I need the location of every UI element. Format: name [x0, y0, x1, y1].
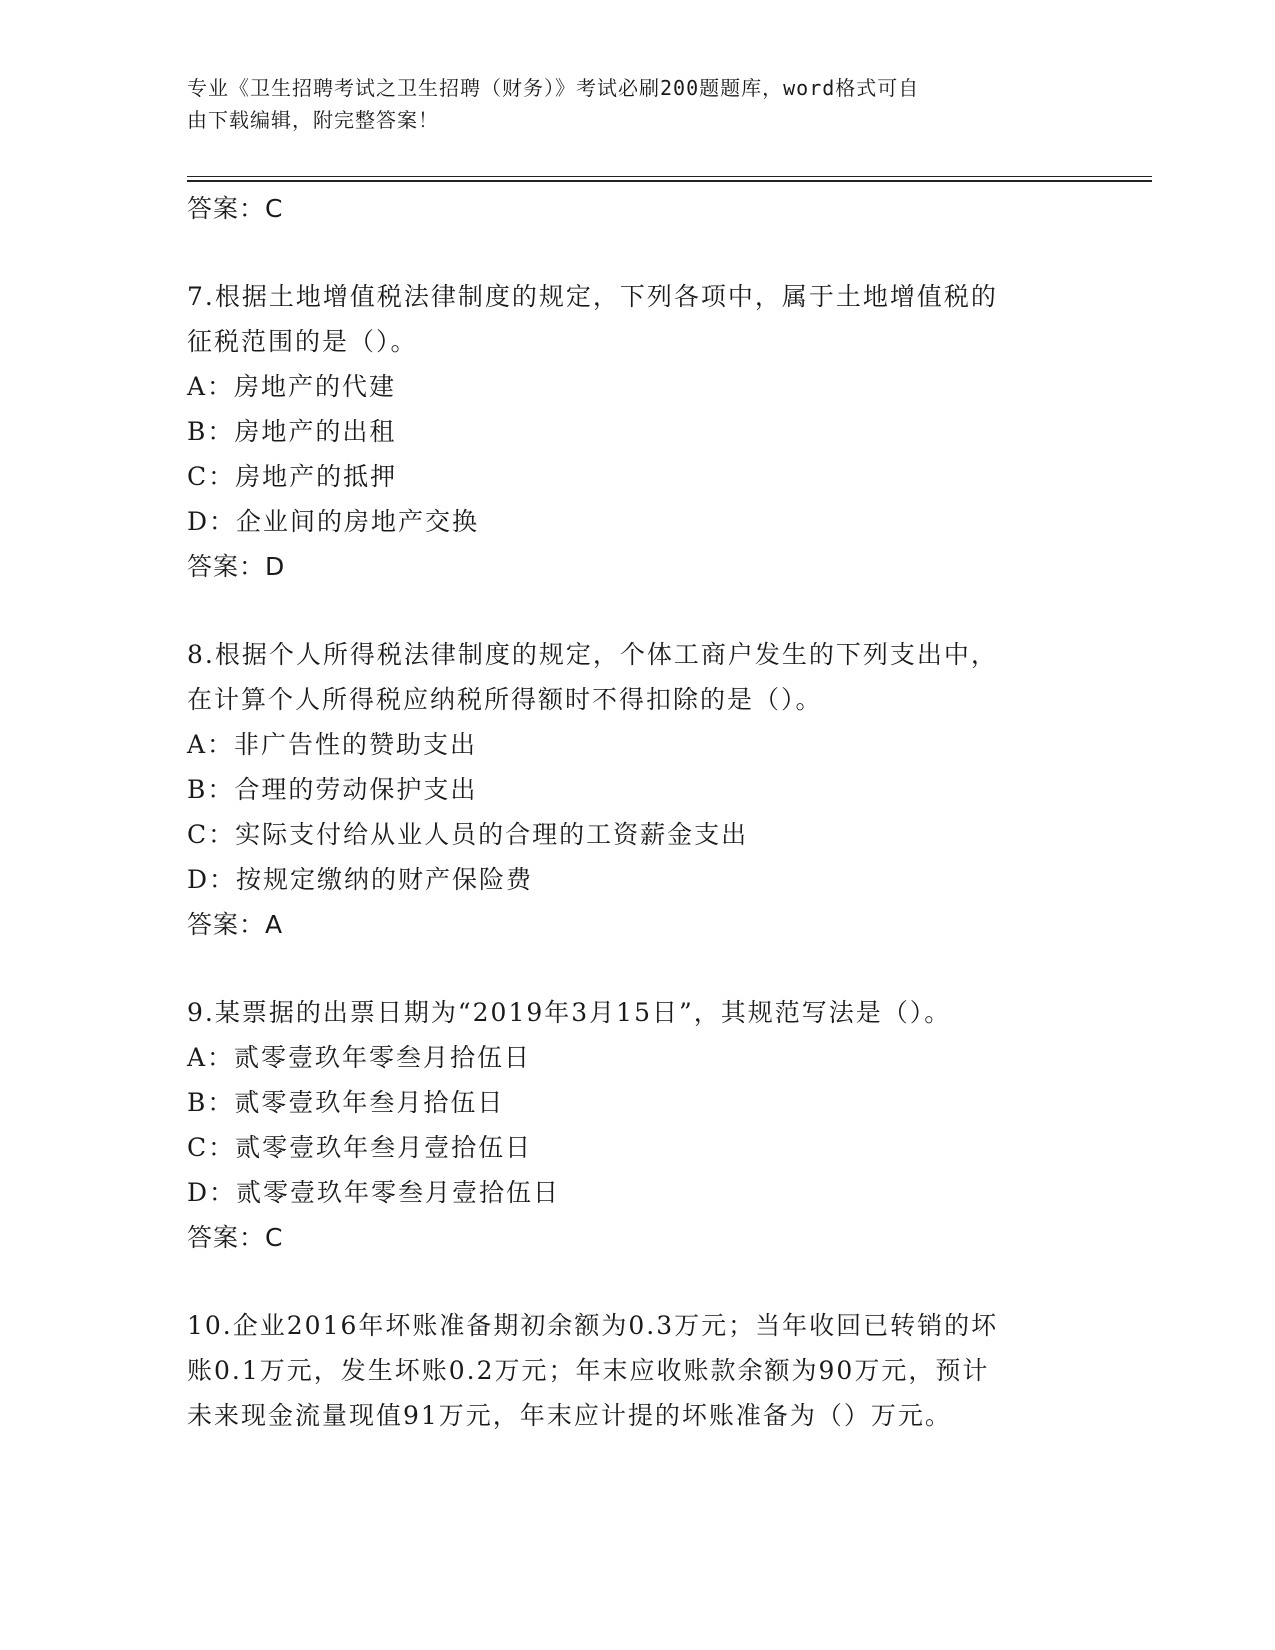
- option-a: A：贰零壹玖年零叁月拾伍日: [187, 1043, 532, 1072]
- question-text: 9.某票据的出票日期为“2019年3月15日”，其规范写法是（）。: [187, 998, 952, 1027]
- header-rule-thick: [187, 180, 1152, 182]
- option-d: D：贰零壹玖年零叁月壹拾伍日: [187, 1178, 561, 1207]
- question-text: 征税范围的是（）。: [187, 327, 418, 356]
- option-d: D：企业间的房地产交换: [187, 507, 480, 536]
- option-b: B：合理的劳动保护支出: [187, 775, 478, 804]
- header-line-1: 专业《卫生招聘考试之卫生招聘（财务）》考试必刷200题题库，word格式可自: [187, 76, 920, 100]
- question-text: 7.根据土地增值税法律制度的规定，下列各项中，属于土地增值税的: [187, 282, 998, 311]
- option-a: A：非广告性的赞助支出: [187, 730, 478, 759]
- question-10: [187, 1303, 1087, 1438]
- question-7: [187, 274, 1087, 590]
- question-8: [187, 632, 1087, 948]
- spacer: [187, 948, 1087, 990]
- option-b: B：贰零壹玖年叁月拾伍日: [187, 1088, 505, 1117]
- document-body: [187, 186, 1087, 1438]
- spacer: [187, 590, 1087, 632]
- spacer: [187, 1261, 1087, 1303]
- question-text: 在计算个人所得税应纳税所得额时不得扣除的是（）。: [187, 685, 823, 714]
- option-a: A：房地产的代建: [187, 372, 397, 401]
- option-c: C：房地产的抵押: [187, 462, 398, 491]
- answer-line: 答案：C: [187, 194, 284, 223]
- option-c: C：贰零壹玖年叁月壹拾伍日: [187, 1133, 533, 1162]
- header-line-2: 由下载编辑，附完整答案！: [187, 108, 439, 132]
- answer-line: 答案：A: [187, 910, 284, 939]
- answer-line: 答案：D: [187, 552, 286, 581]
- document-header: [187, 72, 1067, 136]
- header-rule-thin: [187, 176, 1152, 177]
- option-d: D：按规定缴纳的财产保险费: [187, 865, 534, 894]
- option-c: C：实际支付给从业人员的合理的工资薪金支出: [187, 820, 749, 849]
- question-text: 10.企业2016年坏账准备期初余额为0.3万元；当年收回已转销的坏: [187, 1311, 999, 1340]
- question-text: 未来现金流量现值91万元，年末应计提的坏账准备为（）万元。: [187, 1401, 952, 1430]
- question-9: [187, 990, 1087, 1261]
- question-text: 账0.1万元，发生坏账0.2万元；年末应收账款余额为90万元，预计: [187, 1356, 990, 1385]
- option-b: B：房地产的出租: [187, 417, 397, 446]
- spacer: [187, 232, 1087, 274]
- answer-line: 答案：C: [187, 1223, 284, 1252]
- question-text: 8.根据个人所得税法律制度的规定，个体工商户发生的下列支出中，: [187, 640, 998, 669]
